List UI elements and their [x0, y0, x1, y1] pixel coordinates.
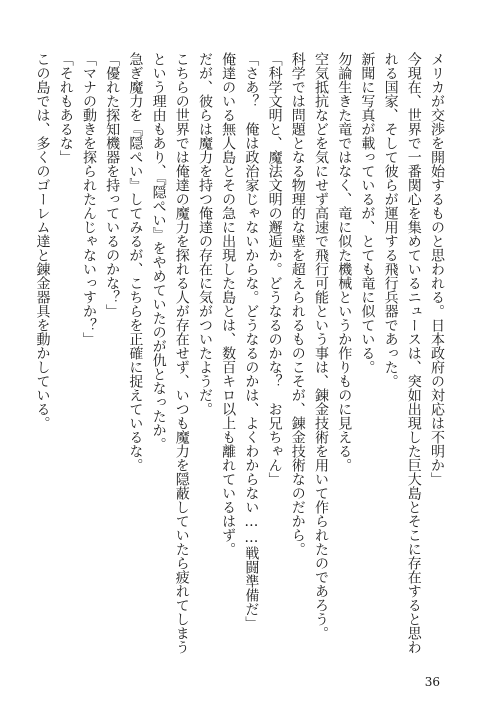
text-line-14: 急ぎ魔力を『隠ぺい』してみるが、こちらを正確に捉えているな。 — [127, 52, 144, 472]
text-line-5: 勿論生きた竜ではなく、竜に似た機械というか作りものに見える。 — [336, 52, 353, 472]
text-line-3: れる国家、そして彼らが運用する飛行兵器であった。 — [382, 52, 399, 388]
text-line-4: 新聞に写真が載っているが、とても竜に似ている。 — [359, 52, 376, 374]
text-line-2: 今現在、世界で一番関心を集めているニュースは、突如出現した巨大島とそこに存在すると思わ — [405, 52, 422, 654]
text-line-15: 「優れた探知機器を持っているのかな？」 — [104, 52, 121, 318]
text-line-12: こちらの世界では俺達の魔力を探れる人が存在せず、いつも魔力を隠蔽していたら疲れてしまう — [173, 52, 190, 654]
text-line-7: 科学では問題となる物理的な壁を超えられるものこそが、錬金技術なのだから。 — [289, 52, 306, 556]
text-line-18: この島では、多くのゴーレム達と錬金器具を動かしている。 — [34, 52, 51, 430]
text-line-13: という理由もあり、『隠ぺい』をやめていたのが仇となったか。 — [150, 52, 167, 451]
text-line-10: 俺達のいる無人島とその急に出現した島とは、数百キロ以上も離れているはず。 — [220, 52, 237, 556]
page-number: 36 — [424, 675, 440, 689]
text-line-9: 「さあ？ 俺は政治家じゃないからな。どうなるのかは、よくわからない……戦闘準備だ」 — [243, 52, 260, 630]
text-line-17: 「それもあるな」 — [57, 52, 74, 164]
text-line-8: 「科学文明と、魔法文明の邂逅か。どうなるのかな？ お兄ちゃん」 — [266, 52, 283, 486]
text-line-6: 空気抵抗などを気にせず高速で飛行可能という事は、錬金技術を用いて作られたのであろう。 — [312, 52, 329, 640]
text-line-1: メリカが交渉を開始するものと思われる。日本政府の対応は不明か」 — [429, 52, 445, 486]
text-line-16: 「マナの動きを探られたんじゃないっすか？」 — [80, 52, 97, 346]
body-text — [30, 52, 448, 654]
text-line-11: だが、彼らは魔力を持つ俺達の存在に気がついたようだ。 — [196, 52, 213, 416]
